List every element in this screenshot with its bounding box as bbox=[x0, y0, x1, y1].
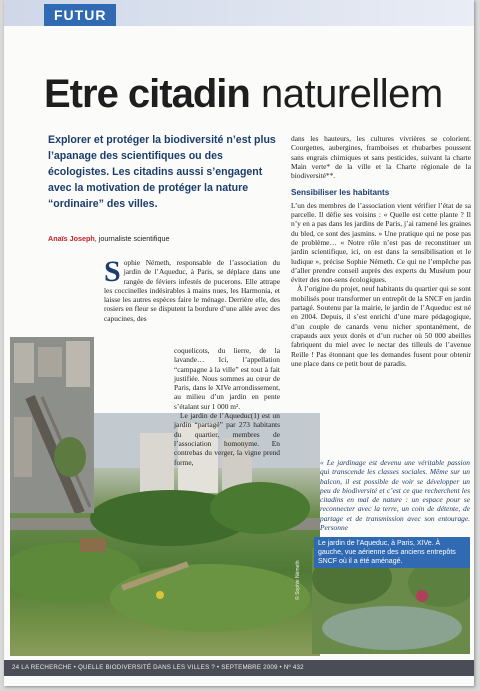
photo-credit: © Sophie Németh bbox=[295, 560, 301, 600]
footer-text: 24 LA RECHERCHE • QUELLE BIODIVERSITÉ DANS LES VILLES ? • SEPTEMBRE 2009 • Nº 432 bbox=[12, 664, 304, 671]
section-tag: FUTUR bbox=[44, 4, 116, 26]
article-lead: Explorer et protéger la biodiversité n’est plus l’apanage des scientifiques ou des écologistes. Les citadins aussi s’engagent avec la motivation de protéger la nature “ordinaire” des villes. bbox=[48, 134, 276, 210]
magazine-page bbox=[4, 0, 474, 686]
byline bbox=[48, 234, 169, 243]
drop-cap: S bbox=[104, 255, 121, 288]
column-1-para-1: ophie Németh, responsable de l’association du jardin de l’Aqueduc, à Paris, se déplace dans une rangée de féviers infestés de pucerons. Elle attrape les coccinelles indésirables à mains nues, les Harmonia, et laisse les autres espèces faire le ménage. Derrière elle, des rosiers en fleur se disputent la bordure d’une allée avec des capucines, des bbox=[104, 258, 280, 323]
headline-thin: naturellem bbox=[260, 72, 443, 116]
column-2-para-2: L’un des membres de l’association vient vérifier l’état de sa parcelle. Il défie ses voisins : « Quelle est cette plante ? Il n’y en a pas dans les jardins de Paris, j’ai ramené les graines du bled, ce sont des jasmins. » Une pratique qui ne pose pas de problème… « Notre rôle n’est pas de reconstituer un jardin scientifique, ici, on est dans la sensibilisation et le ludique », précise Sophie Németh. Ce qui ne l’empêche pas d’aller prendre conseil auprès des experts du Muséum pour éviter des non-sens écologiques. bbox=[291, 200, 471, 285]
headline-bold: Etre citadin bbox=[44, 72, 250, 116]
column-1-para-2: Le jardin de l’Aqueduc(1) est un jardin “partagé” par 273 habitants du quartier, membres de l’association homonyme. En contrebas du verger, la vigne prend forme, bbox=[174, 411, 280, 467]
column-2 bbox=[291, 134, 471, 368]
article-headline bbox=[44, 70, 474, 118]
column-1-para-1b: coquelicots, du lierre, de la lavande… Ici, l’appellation “campagne à la ville” est tout à fait justifiée. Nous sommes au cœur de Paris, dans le XIVe arrondissement, au milieu d’un jardin en pente s’étalant sur 1 000 m². bbox=[174, 346, 280, 411]
column-1-lower bbox=[174, 346, 280, 467]
column-2-para-3: À l’origine du projet, neuf habitants du quartier qui se sont mobilisés pour transformer un entrepôt de la SNCF en jardin partagé. Soutenu par la mairie, le jardin de l’Aqueduc est né en 2004. Depuis, il s’est enrichi d’une mare pédagogique, d’un couple de canards venu nicher spontanément, de crapauds aux yeux dorés et d’un rucher où 50 000 abeilles fabriquent du miel avec le nectar des tilleuls de l’avenue Reille ! Pas étonnant que les demandes fusent pour obtenir une place dans ce petit bout de paradis. bbox=[291, 284, 471, 368]
column-1-top bbox=[104, 255, 280, 323]
pull-quote: « Le jardinage est devenu une véritable passion qui transcende les classes sociales. Même sur un balcon, il est possible de voir se développer un peu de biodiversité et c’est ce que recherchent les citadins en mal de nature : un espace pour se reconnecter avec la terre, un coin de détente, de partage et de transmission avec son entourage. Personne bbox=[320, 458, 470, 533]
author-name: Anaïs Joseph bbox=[48, 234, 95, 243]
photo-caption: Le jardin de l’Aqueduc, à Paris, XIVe. À gauche, vue aérienne des anciens entrepôts SNCF où il a été aménagé. bbox=[314, 537, 470, 568]
subheading: Sensibiliser les habitants bbox=[291, 188, 390, 198]
author-role: , journaliste scientifique bbox=[94, 234, 170, 243]
aerial-photo bbox=[10, 337, 94, 513]
column-2-para-1: dans les hauteurs, les cultures vivrières se colorient. Courgettes, aubergines, framboises et rhubarbes poussent sans engrais chimiques et sans pesticides, suivant la charte Main verte* de la ville et la Charte régionale de la biodiversité**. bbox=[291, 134, 471, 181]
aerial-illustration bbox=[10, 337, 94, 513]
